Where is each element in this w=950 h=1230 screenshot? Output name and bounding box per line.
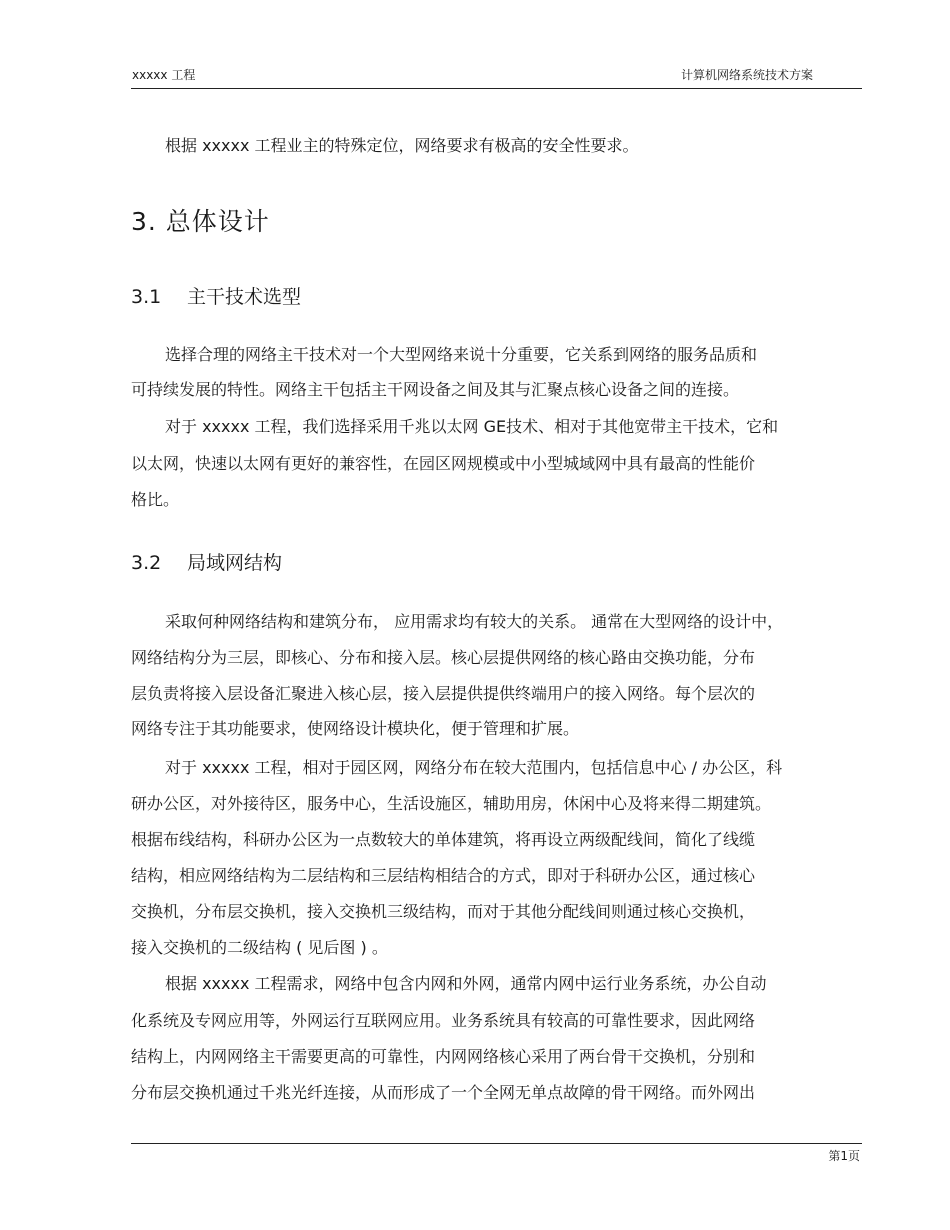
section-3-1-heading (131, 282, 301, 309)
paragraph-line: 选择合理的网络主干技术对一个大型网络来说十分重要，它关系到网络的服务品质和 (165, 345, 758, 364)
paragraph-line: 层负责将接入层设备汇聚进入核心层，接入层提供提供终端用户的接入网络。每个层次的 (131, 684, 756, 703)
section-3-2-title: 局域网结构 (187, 552, 283, 574)
paragraph-line: 结构上，内网网络主干需要更高的可靠性，内网网络核心采用了两台骨干交换机，分别和 (131, 1047, 756, 1066)
paragraph-line: 网络结构分为三层，即核心、分布和接入层。核心层提供网络的核心路由交换功能，分布 (131, 648, 756, 667)
paragraph-line: 格比。 (131, 490, 180, 509)
paragraph-line: 根据布线结构，科研办公区为一点数较大的单体建筑，将再设立两级配线间，简化了线缆 (131, 830, 756, 849)
section-3-1-title: 主干技术选型 (187, 286, 302, 308)
paragraph-line: 研办公区，对外接待区，服务中心，生活设施区，辅助用房，休闲中心及将来得二期建筑。 (131, 794, 772, 813)
paragraph-line: 对于 xxxxx 工程，我们选择采用千兆以太网 GE技术、相对于其他宽带主干技术，它和 (165, 417, 779, 436)
paragraph-line: 化系统及专网应用等，外网运行互联网应用。业务系统具有较高的可靠性要求，因此网络 (131, 1011, 756, 1030)
paragraph-line: 可持续发展的特性。网络主干包括主干网设备之间及其与汇聚点核心设备之间的连接。 (131, 380, 740, 399)
paragraph-line: 以太网，快速以太网有更好的兼容性，在园区网规模或中小型城域网中具有最高的性能价 (131, 454, 756, 473)
paragraph-line: 分布层交换机通过千兆光纤连接，从而形成了一个全网无单点故障的骨干网络。而外网出 (131, 1083, 756, 1102)
paragraph-line: 结构，相应网络结构为二层结构和三层结构相结合的方式，即对于科研办公区，通过核心 (131, 866, 756, 885)
paragraph-line: 交换机，分布层交换机，接入交换机三级结构，而对于其他分配线间则通过核心交换机， (131, 902, 756, 921)
section-3-1-number: 3.1 (131, 286, 162, 308)
paragraph-line: 接入交换机的二级结构 ( 见后图 ) 。 (131, 938, 388, 957)
footer-divider (131, 1143, 862, 1144)
section-3-2-heading (131, 548, 282, 575)
paragraph-line: 对于 xxxxx 工程，相对于园区网，网络分布在较大范围内，包括信息中心 / 办公区，科 (165, 758, 783, 777)
paragraph-line: 网络专注于其功能要求，使网络设计模块化，便于管理和扩展。 (131, 719, 580, 738)
page-number: 第1页 (828, 1149, 860, 1163)
section-3-heading: 3. 总体设计 (131, 207, 270, 236)
section-3-2-number: 3.2 (131, 552, 162, 574)
paragraph-line: 采取何种网络结构和建筑分布， 应用需求均有较大的关系。 通常在大型网络的设计中， (165, 612, 784, 631)
header-divider (131, 88, 862, 89)
intro-paragraph: 根据 xxxxx 工程业主的特殊定位，网络要求有极高的安全性要求。 (165, 136, 639, 155)
header-document-title: 计算机网络系统技术方案 (680, 68, 813, 82)
header-project-name: xxxxx 工程 (132, 68, 196, 82)
paragraph-line: 根据 xxxxx 工程需求，网络中包含内网和外网，通常内网中运行业务系统，办公自动 (165, 974, 767, 993)
